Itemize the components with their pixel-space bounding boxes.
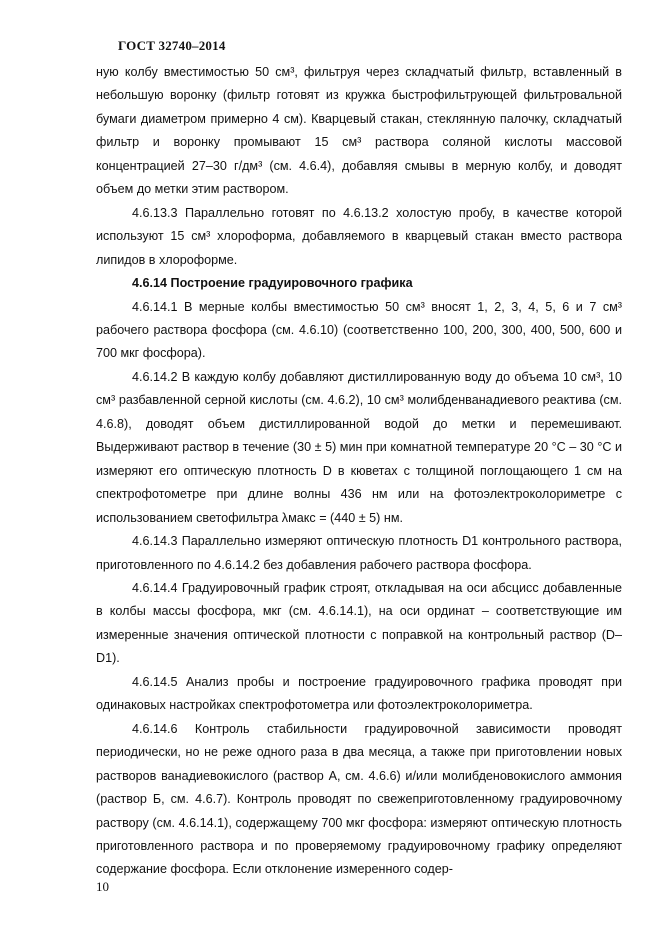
standard-header: ГОСТ 32740–2014 bbox=[118, 38, 226, 53]
paragraph: 4.6.14.6 Контроль стабильности градуировочной зависимости проводят периодически, но не реже одного раза в два месяца, а также при приготовлении новых растворов ванадиевокислого (раствор А, см. 4.6.6) и/или молибденовокислого аммония (раствор Б, см. 4.6.7). Контроль проводят по свежеприготовленному градуировочному раствору (см. 4.6.14.1), содержащему 700 мкг фосфора: измеряют оптическую плотность приготовленного раствора и по проверяемому градуировочному графику определяют содержание фосфора. Если отклонение измеренного содер- bbox=[96, 721, 622, 877]
paragraph: 4.6.14.4 Градуировочный график строят, откладывая на оси абсцисс добавленные в колбы массы фосфора, мкг (см. 4.6.14.1), на оси ординат – соответствующие им измеренные значения оптической плотности с поправкой на контрольный раствор (D–D1). bbox=[96, 580, 622, 666]
document-body bbox=[96, 61, 622, 882]
paragraph: 4.6.13.3 Параллельно готовят по 4.6.13.2 холостую пробу, в качестве которой используют 15 см³ хлороформа, добавляемого в кварцевый стакан вместо раствора липидов в хлороформе. bbox=[96, 205, 622, 267]
paragraph: 4.6.14.3 Параллельно измеряют оптическую плотность D1 контрольного раствора, приготовленного по 4.6.14.2 без добавления рабочего раствора фосфора. bbox=[96, 534, 622, 572]
paragraph: 4.6.14.5 Анализ пробы и построение градуировочного графика проводят при одинаковых настройках спектрофотометра или фотоэлектроколориметра. bbox=[96, 674, 622, 713]
section-heading: 4.6.14 Построение градуировочного графика bbox=[132, 276, 413, 291]
paragraph: ную колбу вместимостью 50 см³, фильтруя через складчатый фильтр, вставленный в небольшую воронку (фильтр готовят из кружка быстрофильтрующей фильтровальной бумаги диаметром примерно 4 см). Кварцевый стакан, стеклянную палочку, складчатый фильтр и воронку промывают 15 см³ раствора соляной кислоты массовой концентрацией 27–30 г/дм³ (см. 4.6.4), добавляя смывы в мерную колбу, и доводят объем до метки этим раствором. bbox=[96, 65, 622, 197]
page-number: 10 bbox=[96, 879, 109, 894]
paragraph: 4.6.14.1 В мерные колбы вместимостью 50 см³ вносят 1, 2, 3, 4, 5, 6 и 7 см³ рабочего раствора фосфора (см. 4.6.10) (соответственно 100, 200, 300, 400, 500, 600 и 700 мкг фосфора). bbox=[96, 299, 622, 361]
paragraph: 4.6.14.2 В каждую колбу добавляют дистиллированную воду до объема 10 см³, 10 см³ разбавленной серной кислоты (см. 4.6.2), 10 см³ молибденванадиевого реактива (см. 4.6.8), доводят объем дистиллированной водой до метки и перемешивают. Выдерживают раствор в течение (30 ± 5) мин при комнатной температуре 20 °С – 30 °С и измеряют его оптическую плотность D в кюветах с толщиной поглощающего 1 см на спектрофотометре при длине волны 436 нм или на фотоэлектроколориметре с использованием светофильтра λмакс = (440 ± 5) нм. bbox=[96, 369, 622, 525]
